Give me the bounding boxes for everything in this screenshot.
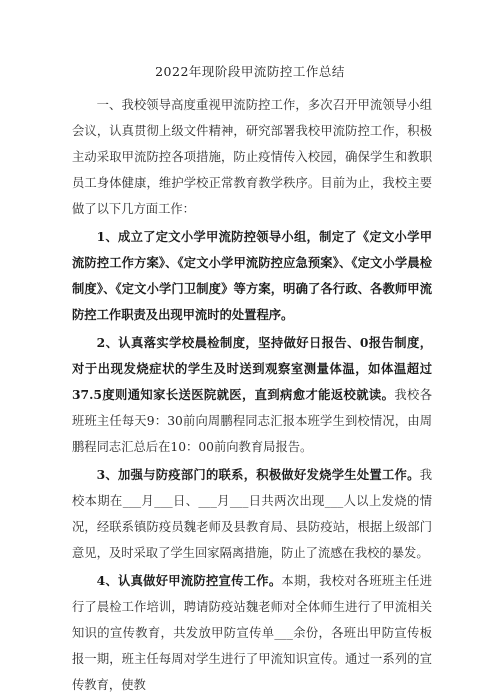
- paragraph-item-3: [72, 462, 432, 566]
- paragraph-heading: 2、认真落实学校晨检制度，坚持做好日报告、0报告制度，对于出现发烧症状的学生及时送到观察室测量体温，如体温超过37.5度则通知家长送医院就医，直到病愈才能返校就读。: [72, 335, 432, 402]
- paragraph-heading: 1、成立了定文小学甲流防控领导小组，制定了《定文小学甲流防控工作方案》、《定文小学甲流防控应急预案》、《定文小学晨检制度》、《定文小学门卫制度》等方案，明确了各行政、各教师甲流防控工作职责及出现甲流时的处置程序。: [72, 229, 432, 322]
- paragraph-item-4: [72, 568, 432, 698]
- paragraph-item-1: [72, 224, 432, 328]
- paragraph-heading: 4、认真做好甲流防控宣传工作。: [96, 573, 282, 588]
- document-title: 2022年现阶段甲流防控工作总结: [155, 64, 345, 79]
- paragraph-item-2: [72, 330, 432, 460]
- paragraph-intro: [72, 92, 432, 222]
- paragraph-text: 我校本期在___月___日、___月___日共两次出现___人以上发烧的情况，经联系镇防疫员魏老师及县教育局、县防疫站，根据上级部门意见，及时采取了学生回家隔离措施，防止了流感在我校的暴发。: [72, 468, 432, 560]
- paragraph-text: 本期，我校对各班班主任进行了晨检工作培训，聘请防疫站魏老师对全体师生进行了甲流相关知识的宣传教育，共发放甲防宣传单___余份，各班出甲防宣传板报一期，班主任每周对学生进行了甲流知识宣传。通过一系列的宣传教育，使教: [72, 574, 432, 692]
- paragraph-heading: 3、加强与防疫部门的联系，积极做好发烧学生处置工作。: [96, 467, 420, 482]
- paragraph-text: 我校各班班主任每天9：30前向周鹏程同志汇报本班学生到校情况，由周鹏程同志汇总后在10：00前向教育局报告。: [72, 388, 432, 454]
- paragraph-text: 一、我校领导高度重视甲流防控工作，多次召开甲流领导小组会议，认真贯彻上级文件精神，研究部署我校甲流防控工作，积极主动采取甲流防控各项措施，防止疫情传入校园，确保学生和教职员工身体健康，维护学校正常教育教学秩序。目前为止，我校主要做了以下几方面工作：: [72, 98, 432, 216]
- document-body: [72, 92, 432, 698]
